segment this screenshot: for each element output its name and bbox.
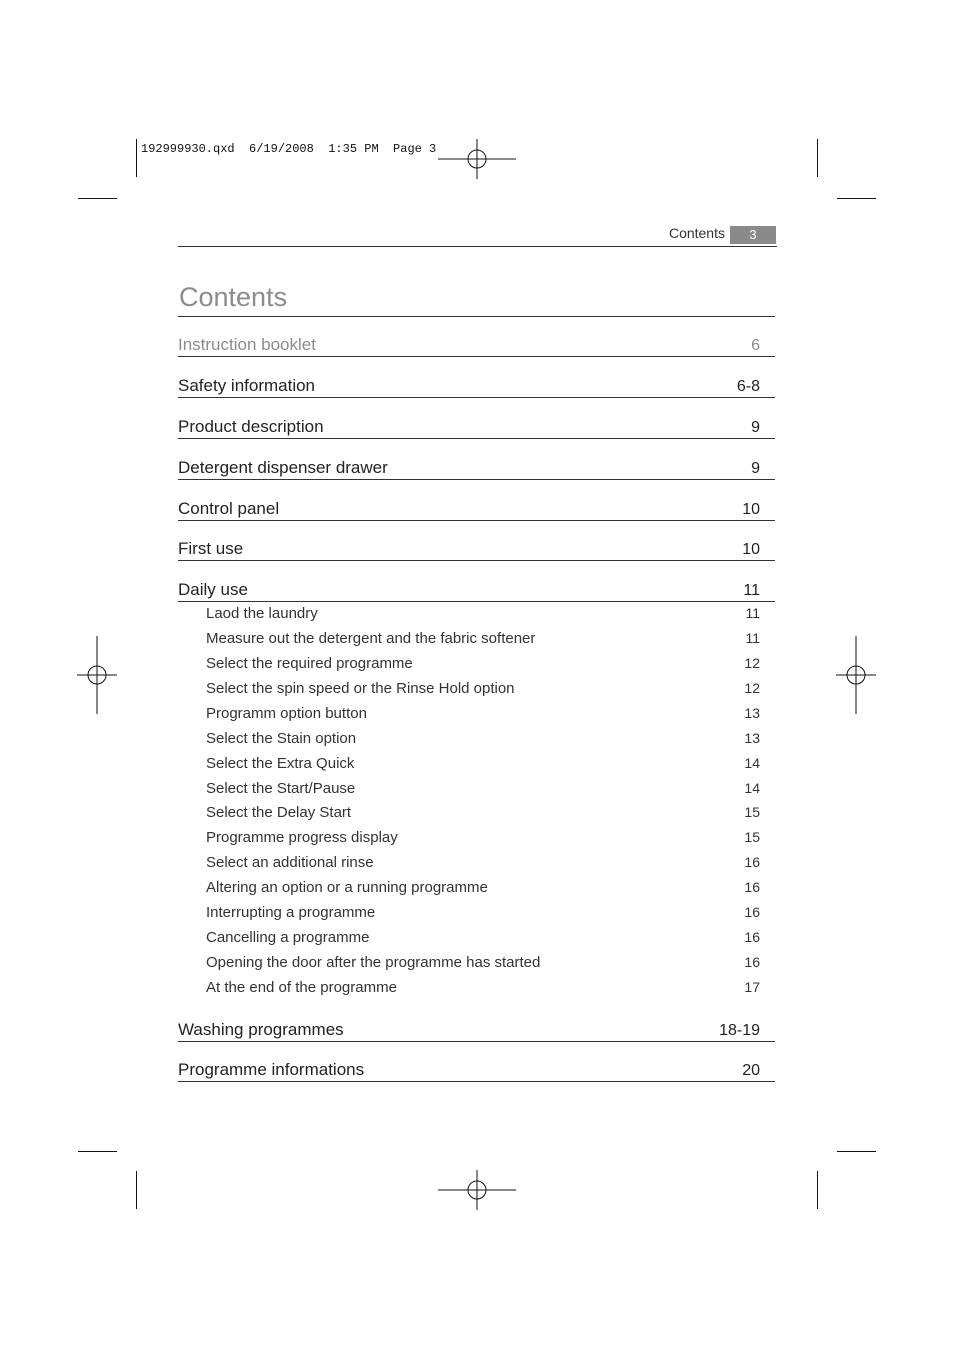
registration-mark-bottom (437, 1170, 517, 1210)
toc-subentry-page: 16 (744, 954, 760, 970)
toc-entry-page: 6-8 (736, 378, 760, 395)
toc-entry-page: 20 (742, 1062, 760, 1079)
toc-subentry[interactable] (206, 829, 760, 851)
toc-subentry-label: Cancelling a programme (206, 929, 370, 946)
toc-subentry-page: 16 (744, 879, 760, 895)
running-header-section: Contents (668, 225, 725, 241)
toc-entry-page: 9 (751, 460, 760, 477)
page-title: Contents (179, 282, 288, 312)
toc-entry-programme-informations[interactable] (178, 1053, 775, 1082)
toc-entry-product-description[interactable] (178, 410, 775, 439)
registration-mark-right (836, 635, 876, 715)
toc-entry-washing-programmes[interactable] (178, 1013, 775, 1042)
toc-subentry[interactable] (206, 954, 760, 976)
toc-subentry-page: 16 (744, 854, 760, 870)
toc-subentry-page: 17 (744, 979, 760, 995)
toc-subentry-page: 14 (744, 755, 760, 771)
toc-entry-safety-information[interactable] (178, 369, 775, 398)
toc-entry-detergent-dispenser-drawer[interactable] (178, 451, 775, 480)
toc-entry-label: First use (178, 539, 244, 558)
toc-entry-page: 10 (742, 501, 760, 518)
toc-entry-page: 9 (751, 419, 760, 436)
toc-entry-first-use[interactable] (178, 532, 775, 561)
toc-entry-page: 6 (751, 337, 760, 354)
toc-entry-label: Daily use (178, 580, 248, 599)
toc-subentry-label: Opening the door after the programme has started (206, 954, 541, 971)
toc-entry-label: Detergent dispenser drawer (178, 458, 388, 477)
toc-subentry-page: 12 (744, 680, 760, 696)
toc-subentry-label: Select the spin speed or the Rinse Hold option (206, 680, 515, 697)
toc-entry-control-panel[interactable] (178, 492, 775, 521)
toc-subentry[interactable] (206, 755, 760, 777)
toc-subentry[interactable] (206, 780, 760, 802)
toc-subentry-label: Laod the laundry (206, 605, 318, 622)
toc-subentry[interactable] (206, 630, 760, 652)
toc-subentry-label: At the end of the programme (206, 979, 397, 996)
toc-entry-label: Washing programmes (178, 1020, 344, 1039)
toc-subentry-page: 13 (744, 730, 760, 746)
page-number-badge: 3 (730, 226, 776, 244)
toc-entry-page: 10 (742, 541, 760, 558)
toc-subentry-label: Select the required programme (206, 655, 413, 672)
toc-subentry[interactable] (206, 979, 760, 1001)
toc-subentry-label: Select the Start/Pause (206, 780, 356, 797)
toc-subentry[interactable] (206, 879, 760, 901)
registration-mark-left (77, 635, 117, 715)
print-slug: 192999930.qxd 6/19/2008 1:35 PM Page 3 (141, 142, 437, 156)
toc-entry-page: 11 (743, 582, 760, 599)
toc-subentry-label: Select the Delay Start (206, 804, 352, 821)
toc-entry-page: 18-19 (719, 1022, 760, 1039)
toc-subentry-label: Interrupting a programme (206, 904, 376, 921)
toc-subentry-label: Altering an option or a running programme (206, 879, 488, 896)
toc-entry-label: Programme informations (178, 1060, 365, 1079)
toc-subentry-label: Programme progress display (206, 829, 398, 846)
toc-subentry[interactable] (206, 804, 760, 826)
toc-subentry-page: 11 (745, 630, 760, 646)
toc-subentry-label: Select an additional rinse (206, 854, 374, 871)
toc-entry-label: Control panel (178, 499, 280, 518)
toc-subentry[interactable] (206, 904, 760, 926)
toc-subentry[interactable] (206, 680, 760, 702)
toc-subentry-page: 15 (744, 829, 760, 845)
toc-entry-label: Safety information (178, 376, 316, 395)
toc-subentry[interactable] (206, 605, 760, 627)
registration-mark-top (437, 139, 517, 179)
toc-subentry-page: 14 (744, 780, 760, 796)
toc-subentry-label: Select the Extra Quick (206, 755, 355, 772)
toc-subentry[interactable] (206, 929, 760, 951)
toc-entry-label: Instruction booklet (178, 335, 316, 354)
toc-entry-label: Product description (178, 417, 324, 436)
toc-subentry-page: 11 (745, 605, 760, 621)
header-rule (178, 246, 777, 247)
toc-entry-daily-use[interactable] (178, 573, 775, 602)
toc-entry-instruction-booklet[interactable] (178, 328, 775, 357)
toc-subentry[interactable] (206, 854, 760, 876)
toc-subentry-page: 12 (744, 655, 760, 671)
toc-subentry[interactable] (206, 655, 760, 677)
toc-subentry-label: Programm option button (206, 705, 367, 722)
toc-subentry-page: 13 (744, 705, 760, 721)
toc-subentry-label: Measure out the detergent and the fabric softener (206, 630, 536, 647)
title-rule (178, 316, 775, 317)
toc-subentry-label: Select the Stain option (206, 730, 357, 747)
toc-subentry-page: 15 (744, 804, 760, 820)
toc-subentry-page: 16 (744, 929, 760, 945)
toc-subentry-page: 16 (744, 904, 760, 920)
toc-subentry[interactable] (206, 705, 760, 727)
toc-subentry[interactable] (206, 730, 760, 752)
